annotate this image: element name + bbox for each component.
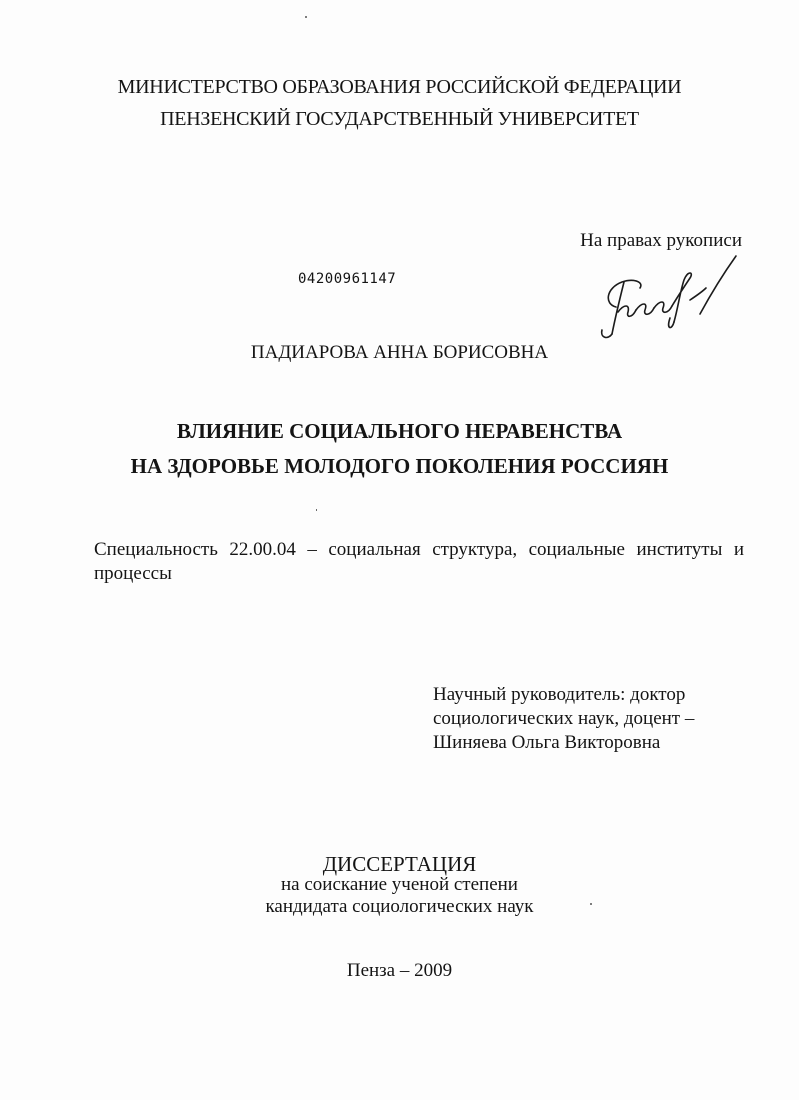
place-year: Пенза – 2009 [346,960,453,981]
thesis-title-line-2: НА ЗДОРОВЬЕ МОЛОДОГО ПОКОЛЕНИЯ РОССИЯН [130,454,669,478]
specialty-text: Специальность 22.00.04 – социальная структура, социальные институты и процессы [94,539,744,584]
advisor-line-2: социологических наук, доцент – [433,708,695,729]
scan-speck [316,509,317,511]
scan-speck [590,903,592,905]
dissertation-heading: ДИССЕРТАЦИЯ [322,852,477,876]
scan-speck [305,16,307,18]
dissertation-line-1: на соискание ученой степени [281,874,518,895]
dissertation-line-2: кандидата социологических наук [265,896,534,917]
author-name: ПАДИАРОВА АННА БОРИСОВНА [250,342,549,363]
advisor-block [433,683,694,755]
registration-code: 04200961147 [298,271,397,287]
thesis-title-line-1: ВЛИЯНИЕ СОЦИАЛЬНОГО НЕРАВЕНСТВА [176,419,623,443]
handwritten-signature-icon [590,252,740,347]
advisor-line-3: Шиняева Ольга Викторовна [433,732,661,753]
advisor-line-1: Научный руководитель: доктор [433,684,686,705]
ministry-heading: МИНИСТЕРСТВО ОБРАЗОВАНИЯ РОССИЙСКОЙ ФЕДЕРАЦИИ [117,76,682,98]
manuscript-note: На правах рукописи [580,230,742,251]
university-heading: ПЕНЗЕНСКИЙ ГОСУДАРСТВЕННЫЙ УНИВЕРСИТЕТ [160,108,639,130]
